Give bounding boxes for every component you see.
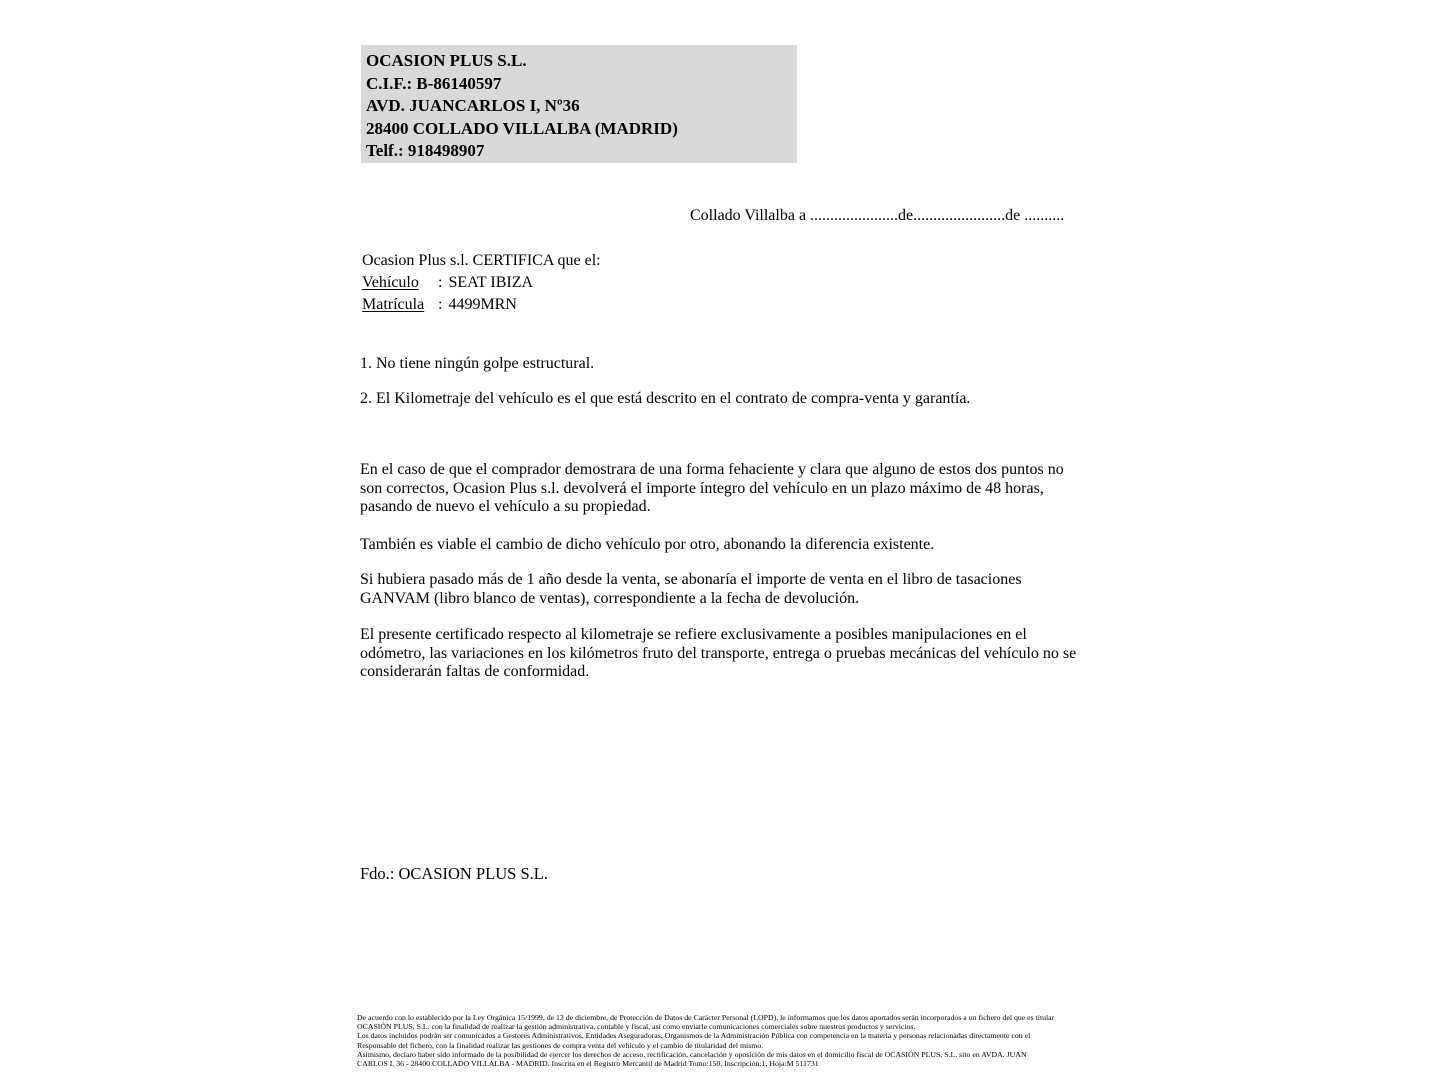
signature-line: Fdo.: OCASION PLUS S.L.	[360, 864, 548, 883]
company-address: AVD. JUANCARLOS I, Nº36	[366, 96, 580, 115]
legal-line: Responsable del fichero, con la finalidad realizar las gestiones de compra venta del vehículo y el cambio de titularidad del mismo.	[357, 1040, 764, 1050]
company-cif: C.I.F.: B-86140597	[366, 73, 502, 93]
paragraph-odometer: El presente certificado respecto al kilometraje se refiere exclusivamente a posibles manipulaciones en el odómetro, las variaciones en los kilómetros fruto del transporte, entrega o pruebas mecánicas del vehículo no se considerarán faltas de conformidad.	[360, 626, 1077, 681]
legal-line: Asimismo, declaro haber sido informado de la posibilidad de ejercer los derechos de acceso, rectificación, cancelación y oposición de mis datos en el domicilio fiscal de OCASIÓN PLUS, S.L. sito en AVDA. JUAN	[357, 1049, 1027, 1059]
plate-field	[362, 294, 601, 316]
date-line: Collado Villalba a ......................de.......................de ..........	[690, 207, 1065, 224]
company-name: OCASION PLUS S.L.	[366, 51, 527, 70]
plate-value: 4499MRN	[448, 296, 517, 313]
plate-label-wrap	[362, 294, 438, 316]
vehicle-separator: :	[438, 274, 443, 291]
certification-intro: Ocasion Plus s.l. CERTIFICA que el:	[362, 252, 601, 269]
legal-line: OCASIÓN PLUS, S.L. con la finalidad de realizar la gestión administrativa, contable y fiscal, así como enviarle comunicaciones comerciales sobre nuestros productos y servicios.	[357, 1022, 916, 1032]
legal-line: Los datos incluidos podrán ser comunicados a Gestores Administrativos, Entidades Aseguradoras, Organismos de la Administración Pública con competencia en la materia y personas relacionadas directamente con el	[357, 1031, 1031, 1041]
company-city: 28400 COLLADO VILLALBA (MADRID)	[366, 118, 678, 138]
legal-line: CARLOS I, 36 - 28400 COLLADO VILLALBA - MADRID. Inscrita en el Registro Mercantil de Madrid Tomo:150, Inscripción:1, Hoja:M 511731	[357, 1059, 819, 1069]
legal-footer	[357, 1013, 1097, 1068]
plate-label: Matrícula	[362, 296, 425, 313]
paragraph-exchange: También es viable el cambio de dicho vehículo por otro, abonando la diferencia existente.	[360, 536, 935, 553]
point-1: 1. No tiene ningún golpe estructural.	[360, 355, 595, 372]
company-phone: Telf.: 918498907	[366, 141, 485, 160]
plate-separator: :	[438, 296, 443, 313]
vehicle-label: Vehículo	[362, 274, 419, 291]
paragraph-refund: En el caso de que el comprador demostrara de una forma fehaciente y clara que alguno de estos dos puntos no son correctos, Ocasion Plus s.l. devolverá el importe íntegro del vehículo en un plazo máximo de 48 horas, pasando de nuevo el vehículo a su propiedad.	[360, 461, 1064, 516]
vehicle-field	[362, 272, 601, 294]
point-2: 2. El Kilometraje del vehículo es el que está descrito en el contrato de compra-venta y garantía.	[360, 390, 971, 407]
paragraph-ganvam: Si hubiera pasado más de 1 año desde la venta, se abonaría el importe de venta en el libro de tasaciones GANVAM (libro blanco de ventas), correspondiente a la fecha de devolución.	[360, 571, 1022, 607]
company-header-box	[361, 45, 797, 163]
vehicle-label-wrap	[362, 272, 438, 294]
legal-line: De acuerdo con lo establecido por la Ley Orgánica 15/1999, de 13 de diciembre, de Protección de Datos de Carácter Personal (LOPD), le informamos que los datos aportados serán incorporados a un fichero del que es titular	[357, 1013, 1055, 1022]
certification-block	[362, 250, 601, 316]
vehicle-value: SEAT IBIZA	[448, 274, 534, 291]
